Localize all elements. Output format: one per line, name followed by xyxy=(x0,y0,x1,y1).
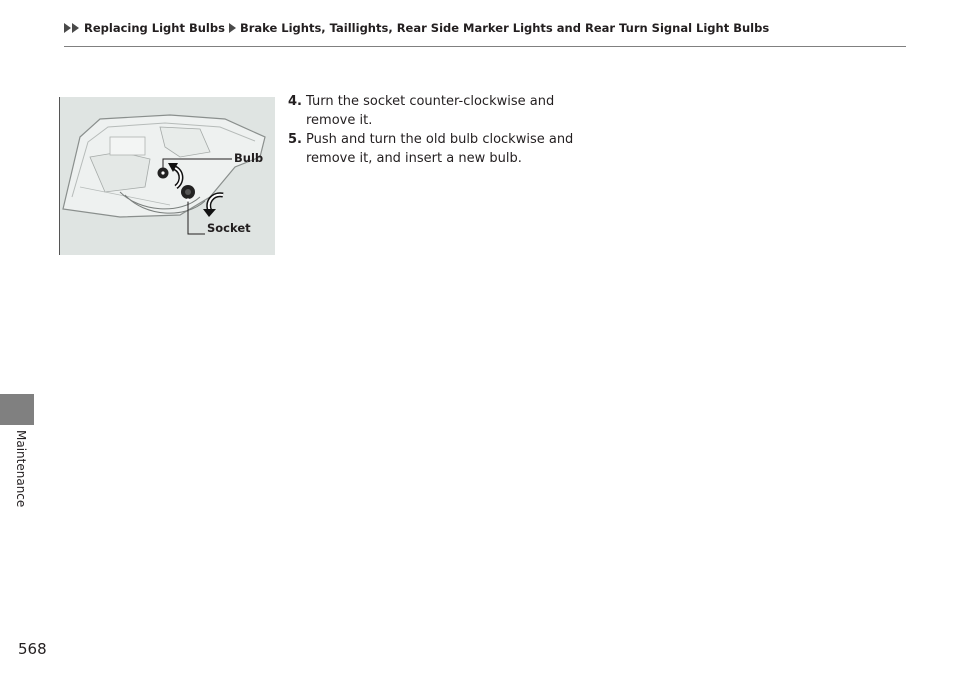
instruction-steps xyxy=(288,92,588,168)
step-text: Push and turn the old bulb clockwise and remove it, and insert a new bulb. xyxy=(306,132,574,166)
section-tab-marker xyxy=(0,394,34,425)
bulb-callout-label: Bulb xyxy=(234,151,264,165)
header-divider xyxy=(64,46,906,47)
page-number: 568 xyxy=(18,640,47,658)
step-5 xyxy=(288,130,588,168)
breadcrumb-arrows-icon xyxy=(64,23,80,33)
step-4 xyxy=(288,92,588,130)
section-side-label: Maintenance xyxy=(14,430,28,508)
breadcrumb-current-section: Brake Lights, Taillights, Rear Side Marker Lights and Rear Turn Signal Light Bulbs xyxy=(239,21,770,35)
step-number: 5. xyxy=(288,132,302,147)
breadcrumb-separator-icon xyxy=(229,23,236,33)
bulb-replacement-figure xyxy=(59,97,275,255)
breadcrumb xyxy=(64,20,769,36)
socket-callout-label: Socket xyxy=(207,221,251,235)
step-number: 4. xyxy=(288,94,302,109)
step-text: Turn the socket counter-clockwise and remove it. xyxy=(306,94,555,128)
breadcrumb-link-replacing-light-bulbs[interactable]: Replacing Light Bulbs xyxy=(84,21,225,35)
